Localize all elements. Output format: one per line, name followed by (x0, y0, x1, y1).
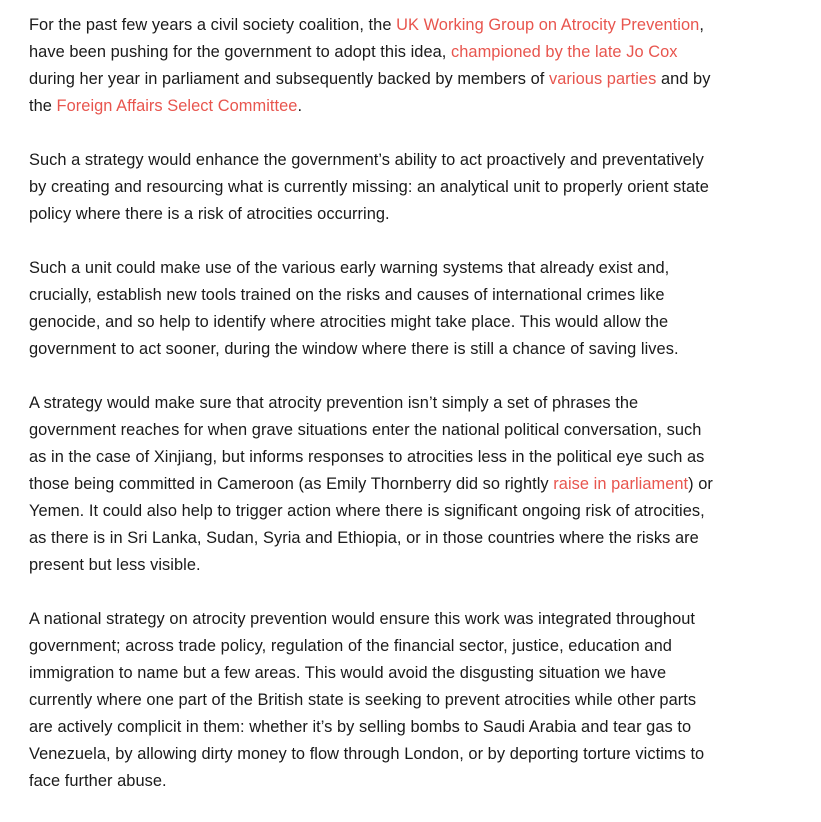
text-line: have been pushing for the government to adopt this idea, championed by the late Jo Cox (29, 43, 678, 61)
link-foreign-affairs-select-committee[interactable]: Foreign Affairs Select Committee (56, 97, 298, 115)
text-line: Yemen. It could also help to trigger action where there is significant ongoing risk of atrocities, (29, 502, 705, 520)
text-line: the Foreign Affairs Select Committee. (29, 97, 303, 115)
paragraph-strategy (29, 147, 789, 228)
text-line: government reaches for when grave situations enter the national political conversation, such (29, 421, 702, 439)
paragraph-coalition (29, 12, 789, 120)
text-line: policy where there is a risk of atrocities occurring. (29, 205, 390, 223)
text-line: crucially, establish new tools trained on the risks and causes of international crimes like (29, 286, 665, 304)
paragraph-national-strategy (29, 606, 789, 795)
text-line: currently where one part of the British state is seeking to prevent atrocities while other parts (29, 691, 697, 709)
text-line: as there is in Sri Lanka, Sudan, Syria and Ethiopia, or in those countries where the risks are (29, 529, 699, 547)
link-various-parties[interactable]: various parties (549, 70, 657, 88)
text-line: Such a strategy would enhance the government’s ability to act proactively and preventatively (29, 151, 704, 169)
text-line: government; across trade policy, regulation of the financial sector, justice, education and (29, 637, 672, 655)
text-line: Venezuela, by allowing dirty money to flow through London, or by deporting torture victims to (29, 745, 705, 763)
text-line: present but less visible. (29, 556, 201, 574)
text-line: those being committed in Cameroon (as Emily Thornberry did so rightly raise in parliament) or (29, 475, 713, 493)
text-line: during her year in parliament and subsequently backed by members of various parties and by (29, 70, 711, 88)
text-line: are actively complicit in them: whether it’s by selling bombs to Saudi Arabia and tear gas to (29, 718, 692, 736)
text-line: immigration to name but a few areas. This would avoid the disgusting situation we have (29, 664, 667, 682)
text-line: Such a unit could make use of the various early warning systems that already exist and, (29, 259, 670, 277)
text-line: as in the case of Xinjiang, but informs responses to atrocities less in the political eye such as (29, 448, 705, 466)
text-line: face further abuse. (29, 772, 167, 790)
link-uk-working-group[interactable]: UK Working Group on Atrocity Prevention (396, 16, 700, 34)
text-line: government to act sooner, during the window where there is still a chance of saving lives. (29, 340, 679, 358)
text-line: by creating and resourcing what is currently missing: an analytical unit to properly orient state (29, 178, 709, 196)
text-line: For the past few years a civil society coalition, the UK Working Group on Atrocity Prevention, (29, 16, 704, 34)
link-jo-cox[interactable]: championed by the late Jo Cox (451, 43, 678, 61)
text-line: genocide, and so help to identify where atrocities might take place. This would allow the (29, 313, 669, 331)
link-raise-in-parliament[interactable]: raise in parliament (553, 475, 689, 493)
text-line: A national strategy on atrocity prevention would ensure this work was integrated throughout (29, 610, 696, 628)
paragraph-unit (29, 255, 789, 363)
text-line: A strategy would make sure that atrocity prevention isn’t simply a set of phrases the (29, 394, 639, 412)
article-body (29, 12, 789, 822)
paragraph-prevention (29, 390, 789, 579)
